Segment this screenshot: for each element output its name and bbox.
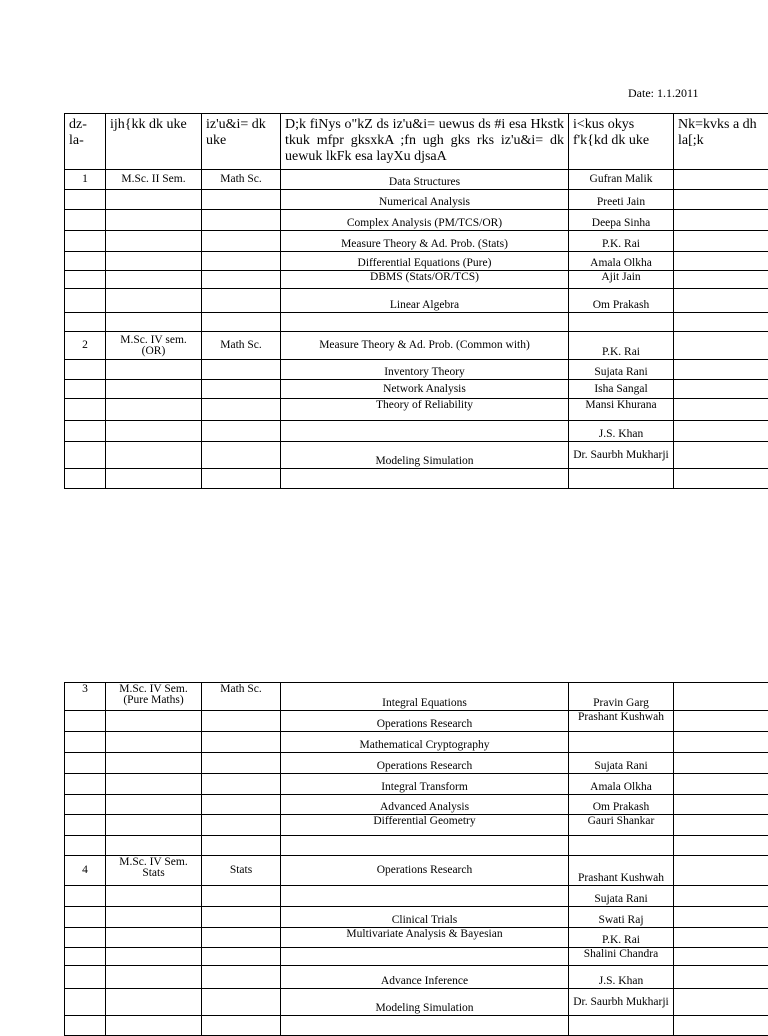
- teacher-cell: Prashant Kushwah: [569, 711, 674, 732]
- teacher-cell: Shalini Chandra: [569, 948, 674, 966]
- subject-cell: [281, 886, 569, 907]
- subject-cell: Data Structures: [281, 170, 569, 190]
- table-row-empty: [65, 836, 768, 856]
- table-row: [65, 289, 768, 313]
- teacher-cell: Om Prakash: [569, 289, 674, 313]
- subject-cell: Modeling Simulation: [281, 442, 569, 469]
- subject-cell: Complex Analysis (PM/TCS/OR): [281, 210, 569, 231]
- table-row: [65, 380, 768, 399]
- teacher-cell: Amala Olkha: [569, 252, 674, 271]
- teacher-cell: Preeti Jain: [569, 190, 674, 210]
- header-serial-number: dz- la-: [65, 114, 106, 170]
- table-row: [65, 231, 768, 252]
- table-row: [65, 815, 768, 836]
- subject-cell: Multivariate Analysis & Bayesian: [281, 928, 569, 948]
- teacher-cell: Prashant Kushwah: [569, 856, 674, 886]
- table-row-empty: [65, 469, 768, 489]
- teacher-cell: Sujata Rani: [569, 360, 674, 380]
- teacher-cell: Gauri Shankar: [569, 815, 674, 836]
- paper-name: Math Sc.: [202, 683, 281, 711]
- table-row: [65, 795, 768, 815]
- table-header-row: [65, 114, 768, 170]
- table-row: [65, 907, 768, 928]
- paper-name: Math Sc.: [202, 170, 281, 190]
- teacher-cell: Om Prakash: [569, 795, 674, 815]
- table-row: [65, 856, 768, 886]
- table-row: [65, 332, 768, 360]
- header-previous-paper-question: D;k fiNys o"kZ ds iz'u&i= uewus ds #i esa Hkstk tkuk mfpr gksxkA ;fn ugh gks rks iz'u&i= dk uewuk lkFk esa layXu djsaA: [281, 114, 569, 170]
- subject-cell: DBMS (Stats/OR/TCS): [281, 271, 569, 289]
- subject-cell: Operations Research: [281, 753, 569, 774]
- subject-cell: Advanced Analysis: [281, 795, 569, 815]
- header-student-count: Nk=kvks a dh la[;k: [674, 114, 768, 170]
- exam-name: M.Sc. II Sem.: [106, 170, 202, 190]
- subject-cell: Differential Equations (Pure): [281, 252, 569, 271]
- teacher-cell: J.S. Khan: [569, 421, 674, 442]
- teacher-cell: [569, 732, 674, 753]
- teacher-cell: Deepa Sinha: [569, 210, 674, 231]
- teacher-cell: Mansi Khurana: [569, 399, 674, 421]
- teacher-cell: Isha Sangal: [569, 380, 674, 399]
- student-count-cell: [674, 170, 768, 190]
- serial-number: 2: [65, 332, 106, 360]
- header-exam-name: ijh{kk dk uke: [106, 114, 202, 170]
- table-row: [65, 711, 768, 732]
- teacher-cell: P.K. Rai: [569, 332, 674, 360]
- subject-cell: Advance Inference: [281, 966, 569, 989]
- paper-name: Stats: [202, 856, 281, 886]
- table-row-empty: [65, 1016, 768, 1036]
- teacher-cell: P.K. Rai: [569, 928, 674, 948]
- subject-cell: [281, 421, 569, 442]
- subject-cell: Network Analysis: [281, 380, 569, 399]
- table-row: [65, 252, 768, 271]
- subject-cell: Inventory Theory: [281, 360, 569, 380]
- exam-name: M.Sc. IV Sem. Stats: [106, 856, 202, 886]
- teacher-cell: Pravin Garg: [569, 683, 674, 711]
- table-row: [65, 210, 768, 231]
- subject-cell: Operations Research: [281, 711, 569, 732]
- course-table-2: [64, 682, 768, 1036]
- table-row: [65, 442, 768, 469]
- subject-cell: Mathematical Cryptography: [281, 732, 569, 753]
- subject-cell: Integral Transform: [281, 774, 569, 795]
- subject-cell: [281, 948, 569, 966]
- teacher-cell: Sujata Rani: [569, 753, 674, 774]
- subject-cell: Operations Research: [281, 856, 569, 886]
- paper-name: Math Sc.: [202, 332, 281, 360]
- subject-cell: Differential Geometry: [281, 815, 569, 836]
- subject-cell: Measure Theory & Ad. Prob. (Stats): [281, 231, 569, 252]
- subject-cell: Theory of Reliability: [281, 399, 569, 421]
- table-row: [65, 948, 768, 966]
- subject-cell: Integral Equations: [281, 683, 569, 711]
- table-row: [65, 271, 768, 289]
- table-row: [65, 190, 768, 210]
- course-table-1: [64, 113, 768, 489]
- document-date: Date: 1.1.2011: [628, 86, 699, 101]
- table-row: [65, 989, 768, 1016]
- table-row: [65, 928, 768, 948]
- serial-number: 3: [65, 683, 106, 711]
- teacher-cell: Gufran Malik: [569, 170, 674, 190]
- table-row: [65, 421, 768, 442]
- table-row: [65, 732, 768, 753]
- header-paper-name: iz'u&i= dk uke: [202, 114, 281, 170]
- table-row: [65, 170, 768, 190]
- teacher-cell: P.K. Rai: [569, 231, 674, 252]
- table-row: [65, 683, 768, 711]
- teacher-cell: Sujata Rani: [569, 886, 674, 907]
- serial-number: 1: [65, 170, 106, 190]
- table-row: [65, 360, 768, 380]
- teacher-cell: Dr. Saurbh Mukharji: [569, 442, 674, 469]
- subject-cell: Modeling Simulation: [281, 989, 569, 1016]
- teacher-cell: Amala Olkha: [569, 774, 674, 795]
- table-row-empty: [65, 313, 768, 332]
- teacher-cell: Dr. Saurbh Mukharji: [569, 989, 674, 1016]
- header-teacher-name: i<kus okys f'k{kd dk uke: [569, 114, 674, 170]
- subject-cell: Numerical Analysis: [281, 190, 569, 210]
- subject-cell: Linear Algebra: [281, 289, 569, 313]
- exam-name: M.Sc. IV sem. (OR): [106, 332, 202, 360]
- teacher-cell: J.S. Khan: [569, 966, 674, 989]
- table-row: [65, 753, 768, 774]
- table-row: [65, 774, 768, 795]
- subject-cell: Clinical Trials: [281, 907, 569, 928]
- subject-cell: Measure Theory & Ad. Prob. (Common with): [281, 332, 569, 360]
- teacher-cell: Ajit Jain: [569, 271, 674, 289]
- table-row: [65, 966, 768, 989]
- serial-number: 4: [65, 856, 106, 886]
- table-row: [65, 886, 768, 907]
- teacher-cell: Swati Raj: [569, 907, 674, 928]
- table-row: [65, 399, 768, 421]
- exam-name: M.Sc. IV Sem. (Pure Maths): [106, 683, 202, 711]
